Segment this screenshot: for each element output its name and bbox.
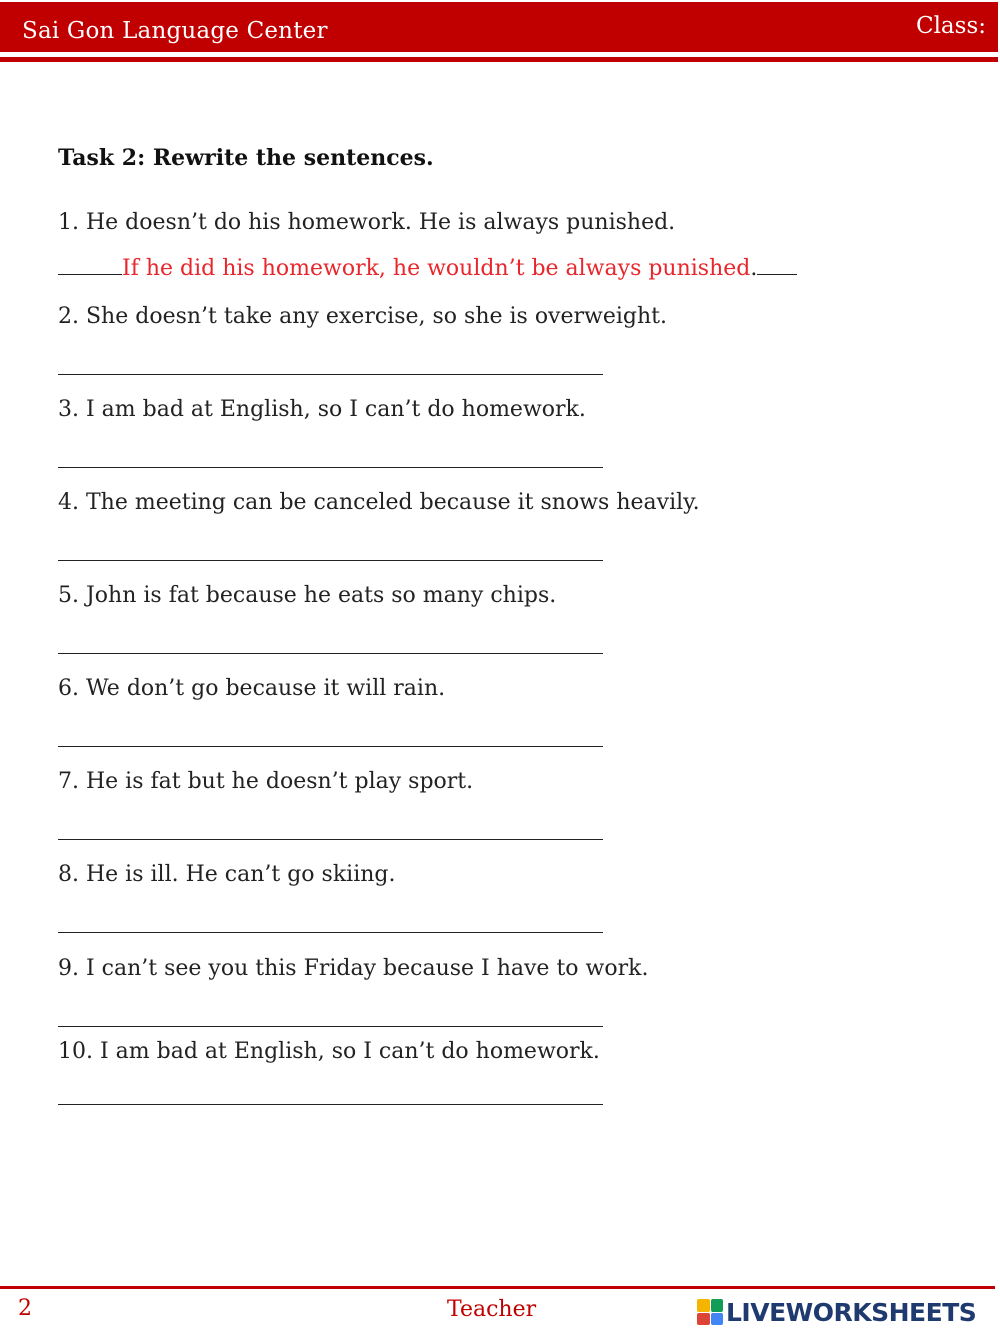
question-1: 1. He doesn’t do his homework. He is always punished.: [58, 210, 676, 235]
answer-1-period: .: [750, 256, 758, 281]
answer-1-leading-blank: [58, 273, 122, 275]
answer-7-line[interactable]: [58, 839, 603, 840]
question-8: 8. He is ill. He can’t go skiing.: [58, 862, 396, 887]
answer-1-row[interactable]: [58, 256, 797, 281]
school-name: Sai Gon Language Center: [22, 18, 328, 44]
answer-1-text[interactable]: If he did his homework, he wouldn’t be always punished: [122, 256, 751, 281]
question-3: 3. I am bad at English, so I can’t do homework.: [58, 397, 586, 422]
task-title: Task 2: Rewrite the sentences.: [58, 145, 434, 171]
footer-role: Teacher: [447, 1297, 537, 1322]
answer-4-line[interactable]: [58, 560, 603, 561]
question-6: 6. We don’t go because it will rain.: [58, 676, 446, 701]
answer-2-line[interactable]: [58, 374, 603, 375]
answer-8-line[interactable]: [58, 932, 603, 933]
question-7: 7. He is fat but he doesn’t play sport.: [58, 769, 474, 794]
liveworksheets-logo: [697, 1297, 976, 1327]
question-5: 5. John is fat because he eats so many chips.: [58, 583, 557, 608]
answer-1-trailing-blank: [757, 273, 797, 275]
answer-6-line[interactable]: [58, 746, 603, 747]
answer-5-line[interactable]: [58, 653, 603, 654]
footer-divider: [0, 1286, 995, 1289]
question-2: 2. She doesn’t take any exercise, so she is overweight.: [58, 304, 667, 329]
page-number: 2: [18, 1296, 32, 1321]
answer-3-line[interactable]: [58, 467, 603, 468]
question-10: 10. I am bad at English, so I can’t do homework.: [58, 1039, 600, 1064]
header-divider: [0, 57, 998, 62]
question-4: 4. The meeting can be canceled because it snows heavily.: [58, 490, 700, 515]
answer-10-line[interactable]: [58, 1104, 603, 1105]
liveworksheets-logo-icon: [697, 1299, 723, 1325]
class-label: Class:: [915, 13, 986, 39]
answer-9-line[interactable]: [58, 1026, 603, 1027]
liveworksheets-brand: LIVEWORKSHEETS: [726, 1297, 977, 1327]
question-9: 9. I can’t see you this Friday because I have to work.: [58, 956, 649, 981]
header-bar: [0, 2, 998, 52]
